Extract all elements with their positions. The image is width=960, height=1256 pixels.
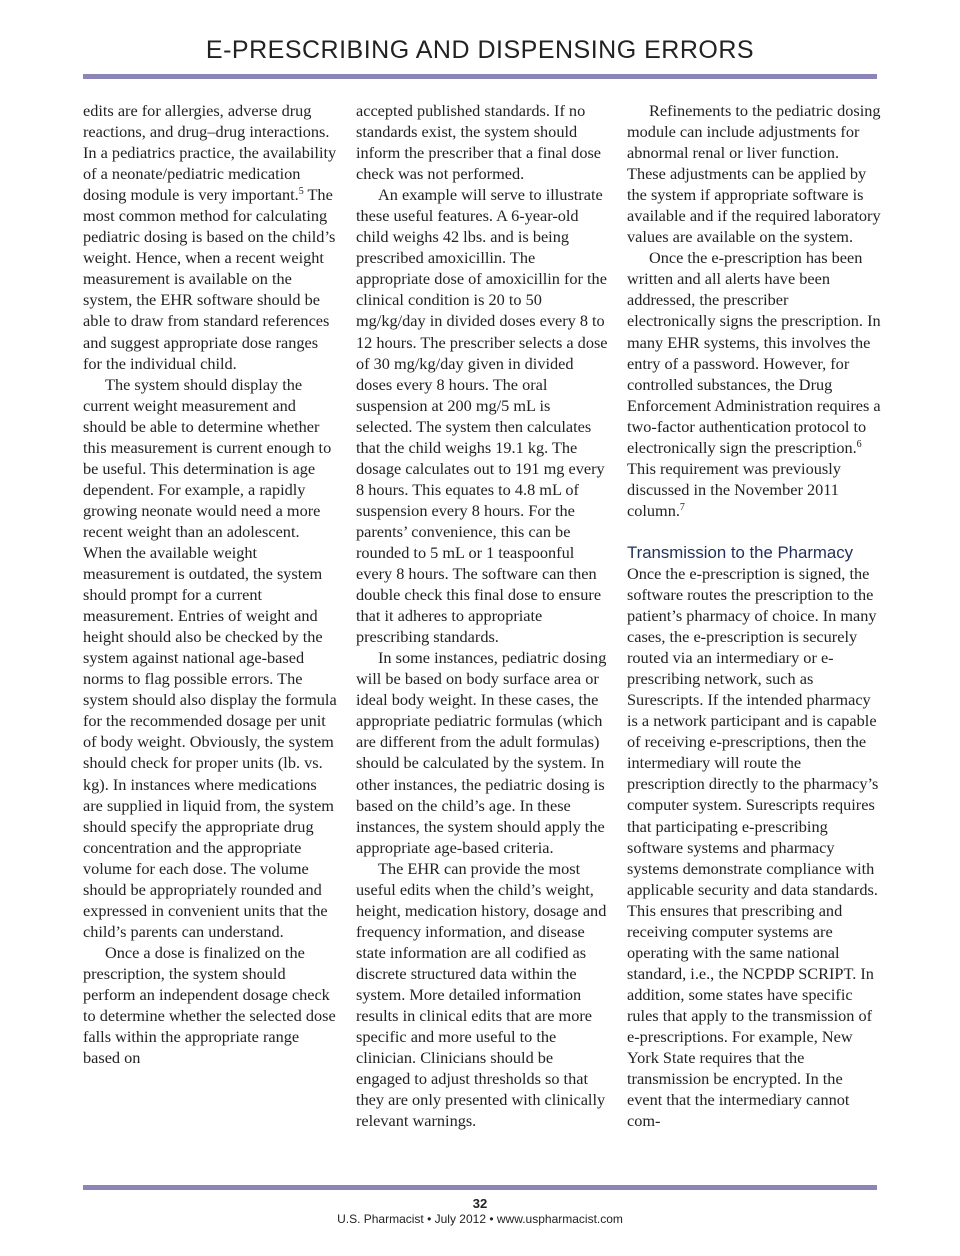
reference-marker: 6 bbox=[856, 438, 862, 450]
column-1 bbox=[83, 100, 337, 1068]
page-number: 32 bbox=[472, 1196, 488, 1211]
paragraph: Once the e-prescription has been written and all alerts have been addressed, the prescriber electronically signs the prescription. In many EHR systems, this involves the entry of a password. However, for controlled substances, the Drug Enforcement Administration requires a two-factor authentication protocol to electronically sign the prescription.$^6$ This requirement was previously discussed in the November 2011 column.$^7$ bbox=[627, 248, 881, 520]
paragraph: accepted published standards. If no standards exist, the system should inform the prescriber that a final dose check was not performed. bbox=[356, 101, 602, 184]
header-rule bbox=[83, 74, 877, 79]
running-head: E-PRESCRIBING AND DISPENSING ERRORS bbox=[205, 36, 755, 64]
paragraph: Once the e-prescription is signed, the software routes the prescription to the patient’s pharmacy of choice. In many cases, the e-prescription is securely routed via an intermediary or e-prescribing network, such as Surescripts. If the intended pharmacy is a network participant and is capable of receiving e-prescriptions, then the intermediary will route the prescription directly to the pharmacy’s computer system. Surescripts requires that participating e-prescribing software systems and pharmacy systems demonstrate compliance with applicable security and data standards. This ensures that prescribing and receiving computer systems are operating with the same national standard, i.e., the NCPDP SCRIPT. In addition, some states have specific rules that apply to the transmission of e-prescriptions. For example, New York State requires that the transmission be encrypted. In the event that the intermediary cannot com- bbox=[627, 563, 879, 1131]
reference-marker: 7 bbox=[679, 501, 685, 513]
paragraph: The system should display the current weight measurement and should be able to determine whether this measurement is current enough to be useful. This determination is age dependent. For example, a rapidly growing neonate would need a more recent weight than an adolescent. When the available weight measurement is outdated, the system should prompt for a current measurement. Entries of weight and height should also be checked by the system against national age-based norms to flag possible errors. The system should also display the formula for the recommended dosage per unit of body weight. Obviously, the system should check for proper units (lb. vs. kg). In instances where medications are supplied in liquid from, the system should specify the appropriate drug concentration and the appropriate volume for each dose. The volume should be appropriately rounded and expressed in convenient units that the child’s parents can understand. bbox=[83, 374, 337, 941]
footer-source: U.S. Pharmacist • July 2012 • www.uspharmacist.com bbox=[337, 1212, 623, 1226]
paragraph: Refinements to the pediatric dosing module can include adjustments for abnormal renal or liver function. These adjustments can be applied by the system if appropriate software is available and if the required laboratory values are available on the system. bbox=[627, 101, 881, 247]
column-3 bbox=[627, 100, 881, 1131]
paragraph: An example will serve to illustrate these useful features. A 6-year-old child weighs 42 lbs. and is being prescribed amoxicillin. The appropriate dose of amoxicillin for the clinical condition is 20 to 50 mg/kg/day in divided doses every 8 to 12 hours. The prescriber selects a dose of 30 mg/kg/day given in divided doses every 8 hours. The oral suspension at 200 mg/5 mL is selected. The system then calculates that the child weighs 19.1 kg. The dosage calculates out to 191 mg every 8 hours. This equates to 4.8 mL of suspension every 8 hours. For the parents’ convenience, this can be rounded to 5 mL or 1 teaspoonful every 8 hours. The software can then double check this final dose to ensure that it adheres to appropriate prescribing standards. bbox=[356, 185, 608, 647]
reference-marker: 5 bbox=[298, 186, 304, 198]
paragraph: Once a dose is finalized on the prescription, the system should perform an independent dosage check to determine whether the selected dose falls within the appropriate range based on bbox=[83, 942, 336, 1068]
paragraph: The EHR can provide the most useful edits when the child’s weight, height, medication history, dosage and frequency information, and disease state information are all codified as discrete structured data within the system. More detailed information results in clinical edits that are more specific and more useful to the clinician. Clinicians should be engaged to adjust thresholds so that they are only presented with clinically relevant warnings. bbox=[356, 858, 607, 1131]
paragraph: In some instances, pediatric dosing will be based on body surface area or ideal body weight. In these cases, the appropriate pediatric formulas (which are different from the adult formulas) should be calculated by the system. In other instances, the pediatric dosing is based on the child’s age. In these instances, the system should apply the appropriate age-based criteria. bbox=[356, 648, 607, 857]
footer-rule bbox=[83, 1185, 877, 1190]
section-heading: Transmission to the Pharmacy bbox=[627, 542, 854, 562]
paragraph: edits are for allergies, adverse drug reactions, and drug–drug interactions. In a pediatrics practice, the availability of a neonate/pediatric medication dosing module is very important.$^5$ The most common method for calculating pediatric dosing is based on the child’s weight. Hence, when a recent weight measurement is available on the system, the EHR software should be able to draw from standard references and suggest appropriate dose ranges for the individual child. bbox=[83, 101, 337, 373]
column-2 bbox=[356, 100, 610, 1131]
